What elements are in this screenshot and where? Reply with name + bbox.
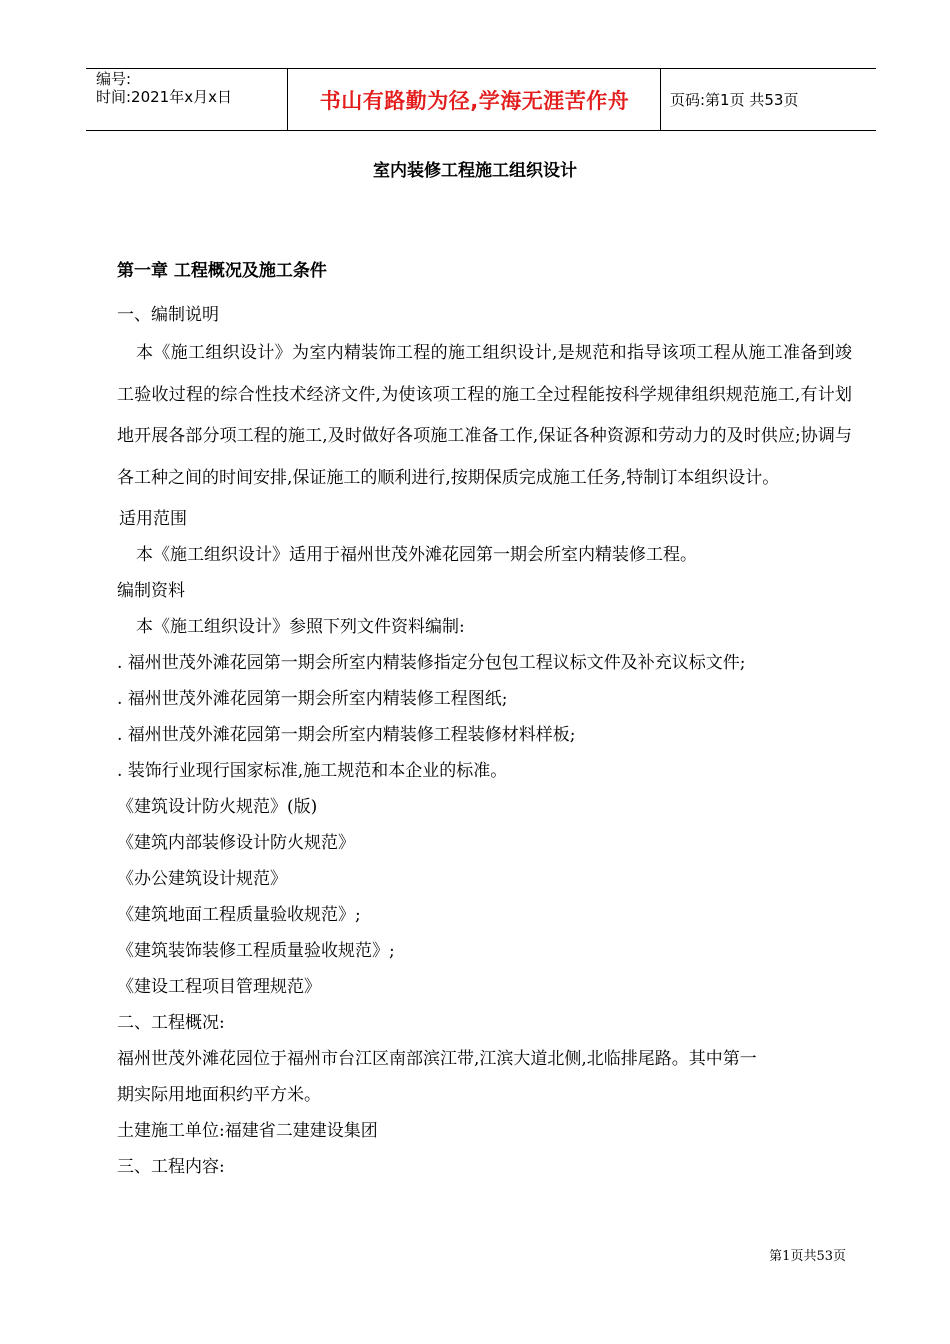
- chapter-title: 第一章 工程概况及施工条件: [117, 261, 327, 281]
- standard-item: 《建筑地面工程质量验收规范》;: [117, 905, 361, 925]
- list-item: . 福州世茂外滩花园第一期会所室内精装修工程图纸;: [117, 689, 508, 709]
- standard-item: 《建设工程项目管理规范》: [117, 977, 321, 997]
- header-motto: 书山有路勤为径,学海无涯苦作舟: [319, 88, 630, 113]
- time-label: 时间:2021年x月x日: [96, 88, 232, 106]
- number-label: 编号:: [96, 70, 132, 88]
- section-heading: 编制资料: [117, 581, 185, 601]
- list-item: . 福州世茂外滩花园第一期会所室内精装修指定分包包工程议标文件及补充议标文件;: [117, 653, 746, 673]
- document-body: [117, 297, 852, 1185]
- paragraph: 本《施工组织设计》参照下列文件资料编制:: [136, 617, 465, 637]
- paragraph: 本《施工组织设计》适用于福州世茂外滩花园第一期会所室内精装修工程。: [136, 545, 697, 565]
- standard-item: 《建筑设计防火规范》(版): [117, 797, 318, 817]
- standard-item: 《办公建筑设计规范》: [117, 869, 287, 889]
- standard-item: 《建筑内部装修设计防火规范》: [117, 833, 355, 853]
- section-heading: 二、工程概况:: [117, 1013, 225, 1033]
- section-heading: 一、编制说明: [117, 305, 219, 325]
- header-page-label: 页码:第1页 共53页: [670, 91, 799, 109]
- header-table: [86, 68, 876, 131]
- list-item: . 福州世茂外滩花园第一期会所室内精装修工程装修材料样板;: [117, 725, 576, 745]
- document-title: 室内装修工程施工组织设计: [373, 161, 577, 181]
- paragraph-line: 福州世茂外滩花园位于福州市台江区南部滨江带,江滨大道北侧,北临排尾路。其中第一: [117, 1049, 757, 1069]
- paragraph: 本《施工组织设计》为室内精装饰工程的施工组织设计,是规范和指导该项工程从施工准备到竣工验收过程的综合性技术经济文件,为使该项工程的施工全过程能按科学规律组织规范施工,有计划地开展各部分项工程的施工,及时做好各项施工准备工作,保证各种资源和劳动力的及时供应;协调与各工种之间的时间安排,保证施工的顺利进行,按期保质完成施工任务,特制订本组织设计。: [117, 343, 852, 488]
- list-item: . 装饰行业现行国家标准,施工规范和本企业的标准。: [117, 761, 508, 781]
- section-heading: 适用范围: [119, 509, 187, 529]
- paragraph-line: 期实际用地面积约平方米。: [117, 1085, 321, 1105]
- section-heading: 三、工程内容:: [117, 1157, 225, 1177]
- paragraph-line: 土建施工单位:福建省二建建设集团: [117, 1121, 378, 1141]
- standard-item: 《建筑装饰装修工程质量验收规范》;: [117, 941, 395, 961]
- page-footer: 第1页共53页: [769, 1249, 846, 1264]
- header-meta: [96, 70, 232, 106]
